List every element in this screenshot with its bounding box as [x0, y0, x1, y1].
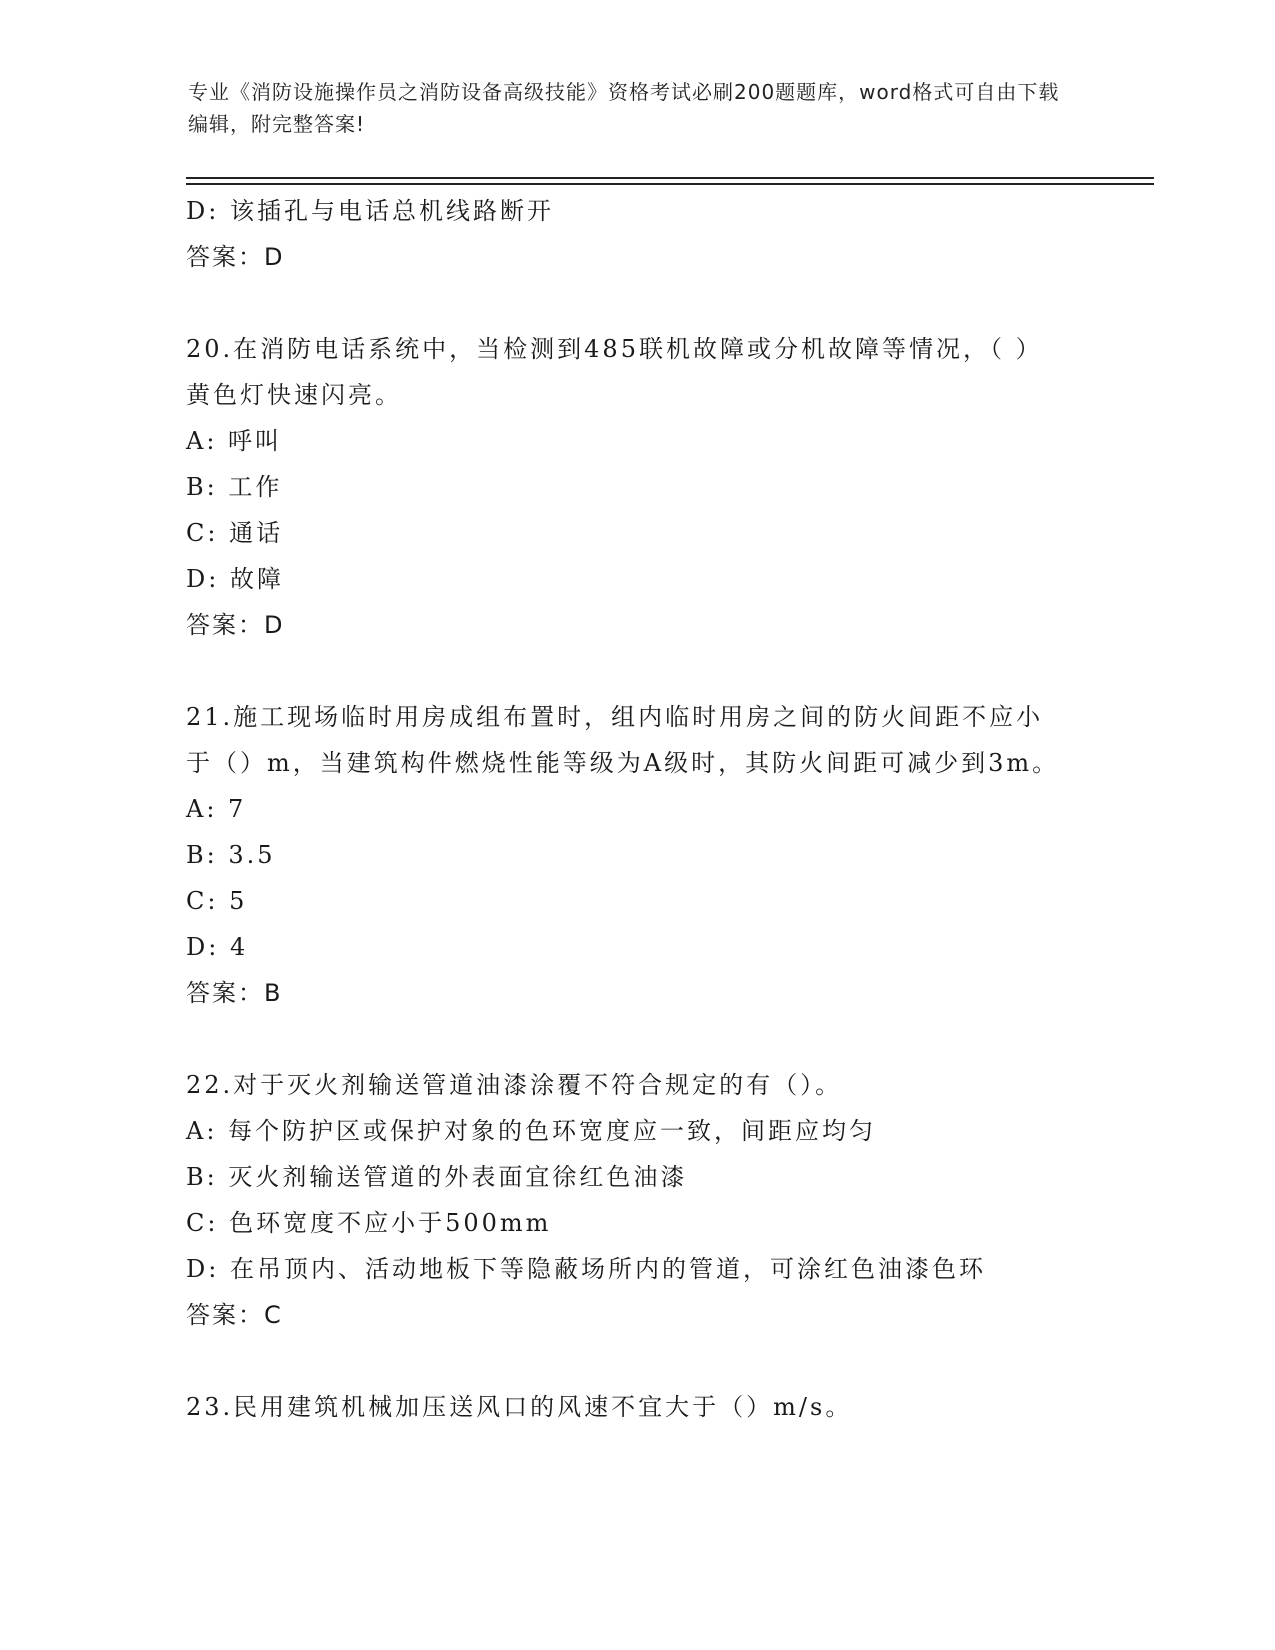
header-text: 专业《消防设施操作员之消防设备高级技能》资格考试必刷200题题库，word格式可自由下载编辑，附完整答案! — [188, 80, 1060, 136]
question-21-text: 21.施工现场临时用房成组布置时，组内临时用房之间的防火间距不应小于（）m，当建筑构件燃烧性能等级为A级时，其防火间距可减少到3m。 — [186, 703, 1060, 777]
spacer — [186, 280, 1086, 326]
header-divider-top — [186, 177, 1154, 179]
document-header — [188, 76, 1068, 140]
option-c: C: 通话 — [186, 519, 284, 547]
option-b: B: 3.5 — [186, 841, 276, 869]
option-b: B: 灭火剂输送管道的外表面宜徐红色油漆 — [186, 1163, 688, 1191]
spacer — [186, 1338, 1086, 1384]
answer: 答案：C — [186, 1301, 283, 1329]
option-a: A: 7 — [186, 795, 247, 823]
answer: 答案：D — [186, 611, 285, 639]
option-d: D: 4 — [186, 933, 249, 961]
option-d: D: 该插孔与电话总机线路断开 — [186, 197, 554, 225]
question-23-text: 23.民用建筑机械加压送风口的风速不宜大于（）m/s。 — [186, 1393, 853, 1421]
option-a: A: 每个防护区或保护对象的色环宽度应一致，间距应均匀 — [186, 1117, 877, 1145]
option-c: C: 色环宽度不应小于500mm — [186, 1209, 552, 1237]
option-b: B: 工作 — [186, 473, 283, 501]
header-divider-bottom — [186, 183, 1154, 185]
question-content — [186, 188, 1086, 1430]
question-20-text: 20.在消防电话系统中，当检测到485联机故障或分机故障等情况，（ ）黄色灯快速闪亮。 — [186, 335, 1043, 409]
option-d: D: 在吊顶内、活动地板下等隐蔽场所内的管道，可涂红色油漆色环 — [186, 1255, 986, 1283]
answer: 答案：B — [186, 979, 283, 1007]
spacer — [186, 1016, 1086, 1062]
spacer — [186, 648, 1086, 694]
answer: 答案：D — [186, 243, 285, 271]
option-d: D: 故障 — [186, 565, 284, 593]
option-a: A: 呼叫 — [186, 427, 283, 455]
option-c: C: 5 — [186, 887, 248, 915]
question-22-text: 22.对于灭火剂输送管道油漆涂覆不符合规定的有（）。 — [186, 1071, 843, 1099]
